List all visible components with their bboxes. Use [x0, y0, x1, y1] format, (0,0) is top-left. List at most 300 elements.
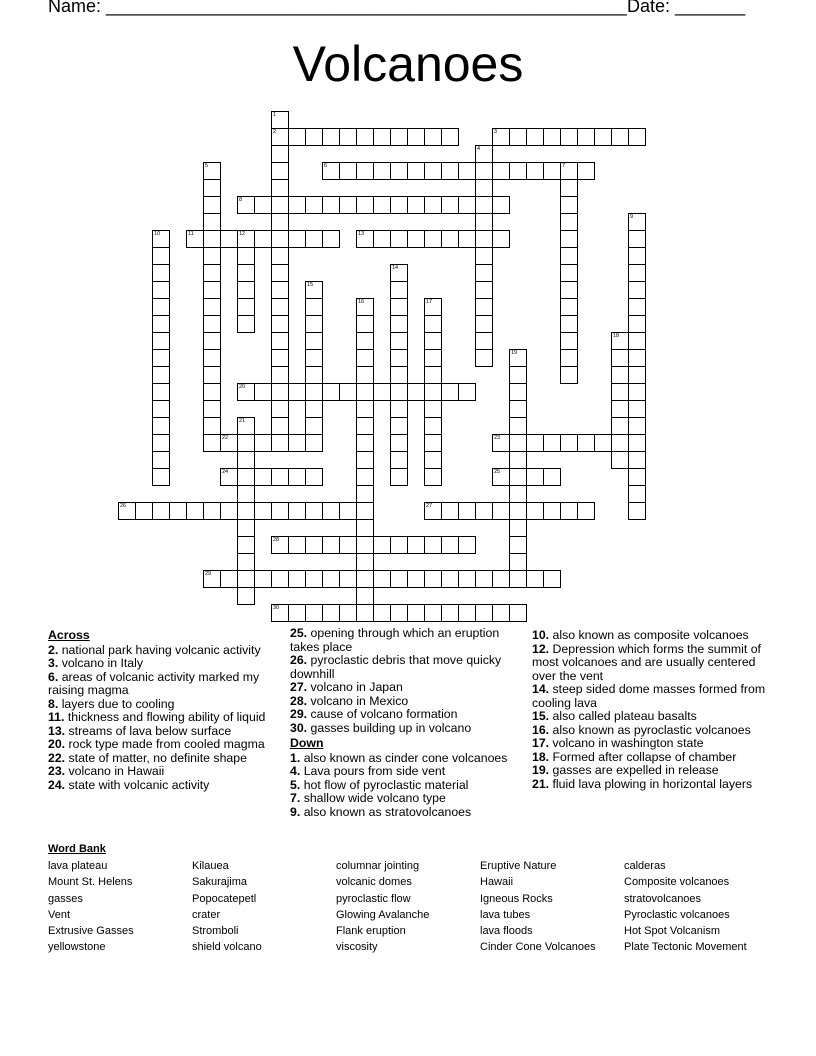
grid-cell[interactable]: [237, 281, 255, 299]
grid-cell[interactable]: [203, 230, 221, 248]
grid-cell[interactable]: [509, 485, 527, 503]
grid-cell[interactable]: [203, 400, 221, 418]
grid-cell[interactable]: [220, 570, 238, 588]
grid-cell[interactable]: [356, 519, 374, 537]
grid-cell[interactable]: [305, 383, 323, 401]
grid-cell[interactable]: [390, 298, 408, 316]
grid-cell[interactable]: [509, 400, 527, 418]
grid-cell[interactable]: [628, 332, 646, 350]
grid-cell[interactable]: [424, 383, 442, 401]
grid-cell[interactable]: [203, 298, 221, 316]
grid-cell[interactable]: [237, 315, 255, 333]
grid-cell[interactable]: [560, 179, 578, 197]
grid-cell[interactable]: [356, 332, 374, 350]
grid-cell[interactable]: [441, 570, 459, 588]
grid-cell[interactable]: [203, 179, 221, 197]
grid-cell[interactable]: [475, 230, 493, 248]
grid-cell[interactable]: [407, 570, 425, 588]
grid-cell[interactable]: [560, 315, 578, 333]
grid-cell[interactable]: [441, 383, 459, 401]
grid-cell[interactable]: [509, 451, 527, 469]
grid-cell[interactable]: [203, 434, 221, 452]
grid-cell[interactable]: [322, 570, 340, 588]
grid-cell[interactable]: [543, 128, 561, 146]
grid-cell[interactable]: [186, 502, 204, 520]
grid-cell[interactable]: [203, 315, 221, 333]
grid-cell[interactable]: [288, 502, 306, 520]
grid-cell[interactable]: [322, 162, 340, 180]
grid-cell[interactable]: [356, 451, 374, 469]
grid-cell[interactable]: [203, 383, 221, 401]
grid-cell[interactable]: [322, 128, 340, 146]
grid-cell[interactable]: [152, 247, 170, 265]
grid-cell[interactable]: [628, 417, 646, 435]
grid-cell[interactable]: [560, 128, 578, 146]
grid-cell[interactable]: [475, 213, 493, 231]
grid-cell[interactable]: [356, 349, 374, 367]
grid-cell[interactable]: [288, 536, 306, 554]
grid-cell[interactable]: [475, 196, 493, 214]
grid-cell[interactable]: [458, 162, 476, 180]
grid-cell[interactable]: [220, 230, 238, 248]
grid-cell[interactable]: [254, 502, 272, 520]
grid-cell[interactable]: [339, 128, 357, 146]
grid-cell[interactable]: [322, 604, 340, 622]
grid-cell[interactable]: [203, 162, 221, 180]
grid-cell[interactable]: [509, 519, 527, 537]
grid-cell[interactable]: [475, 162, 493, 180]
grid-cell[interactable]: [305, 315, 323, 333]
grid-cell[interactable]: [271, 247, 289, 265]
grid-cell[interactable]: [373, 383, 391, 401]
grid-cell[interactable]: [424, 451, 442, 469]
grid-cell[interactable]: [407, 128, 425, 146]
grid-cell[interactable]: [424, 400, 442, 418]
grid-cell[interactable]: [339, 536, 357, 554]
grid-cell[interactable]: [526, 468, 544, 486]
grid-cell[interactable]: [475, 349, 493, 367]
grid-cell[interactable]: [152, 298, 170, 316]
grid-cell[interactable]: [305, 332, 323, 350]
grid-cell[interactable]: [356, 485, 374, 503]
grid-cell[interactable]: [424, 570, 442, 588]
grid-cell[interactable]: [560, 281, 578, 299]
grid-cell[interactable]: [237, 264, 255, 282]
grid-cell[interactable]: [424, 315, 442, 333]
grid-cell[interactable]: [526, 128, 544, 146]
grid-cell[interactable]: [509, 366, 527, 384]
grid-cell[interactable]: [271, 162, 289, 180]
grid-cell[interactable]: [339, 383, 357, 401]
grid-cell[interactable]: [509, 349, 527, 367]
grid-cell[interactable]: [237, 570, 255, 588]
grid-cell[interactable]: [424, 128, 442, 146]
grid-cell[interactable]: [118, 502, 136, 520]
grid-cell[interactable]: [509, 570, 527, 588]
grid-cell[interactable]: [390, 128, 408, 146]
grid-cell[interactable]: [441, 196, 459, 214]
grid-cell[interactable]: [271, 196, 289, 214]
grid-cell[interactable]: [424, 196, 442, 214]
grid-cell[interactable]: [390, 536, 408, 554]
grid-cell[interactable]: [305, 366, 323, 384]
grid-cell[interactable]: [271, 400, 289, 418]
grid-cell[interactable]: [390, 570, 408, 588]
grid-cell[interactable]: [203, 417, 221, 435]
grid-cell[interactable]: [288, 570, 306, 588]
grid-cell[interactable]: [611, 128, 629, 146]
grid-cell[interactable]: [458, 230, 476, 248]
grid-cell[interactable]: [271, 434, 289, 452]
grid-cell[interactable]: [577, 434, 595, 452]
grid-cell[interactable]: [271, 383, 289, 401]
grid-cell[interactable]: [628, 247, 646, 265]
grid-cell[interactable]: [356, 128, 374, 146]
grid-cell[interactable]: [611, 400, 629, 418]
grid-cell[interactable]: [203, 570, 221, 588]
grid-cell[interactable]: [220, 434, 238, 452]
grid-cell[interactable]: [594, 434, 612, 452]
grid-cell[interactable]: [288, 196, 306, 214]
grid-cell[interactable]: [560, 434, 578, 452]
grid-cell[interactable]: [152, 502, 170, 520]
grid-cell[interactable]: [475, 264, 493, 282]
grid-cell[interactable]: [322, 230, 340, 248]
grid-cell[interactable]: [407, 604, 425, 622]
grid-cell[interactable]: [305, 298, 323, 316]
grid-cell[interactable]: [628, 400, 646, 418]
grid-cell[interactable]: [441, 604, 459, 622]
grid-cell[interactable]: [152, 366, 170, 384]
grid-cell[interactable]: [458, 502, 476, 520]
grid-cell[interactable]: [339, 162, 357, 180]
grid-cell[interactable]: [560, 349, 578, 367]
grid-cell[interactable]: [492, 128, 510, 146]
grid-cell[interactable]: [560, 502, 578, 520]
grid-cell[interactable]: [526, 570, 544, 588]
grid-cell[interactable]: [407, 162, 425, 180]
grid-cell[interactable]: [152, 230, 170, 248]
grid-cell[interactable]: [628, 128, 646, 146]
grid-cell[interactable]: [288, 383, 306, 401]
grid-cell[interactable]: [356, 587, 374, 605]
grid-cell[interactable]: [305, 536, 323, 554]
grid-cell[interactable]: [373, 128, 391, 146]
grid-cell[interactable]: [390, 162, 408, 180]
grid-cell[interactable]: [526, 162, 544, 180]
grid-cell[interactable]: [628, 281, 646, 299]
grid-cell[interactable]: [254, 196, 272, 214]
grid-cell[interactable]: [441, 502, 459, 520]
grid-cell[interactable]: [458, 196, 476, 214]
grid-cell[interactable]: [322, 536, 340, 554]
grid-cell[interactable]: [509, 604, 527, 622]
grid-cell[interactable]: [356, 383, 374, 401]
grid-cell[interactable]: [305, 434, 323, 452]
grid-cell[interactable]: [407, 230, 425, 248]
grid-cell[interactable]: [492, 162, 510, 180]
grid-cell[interactable]: [390, 434, 408, 452]
grid-cell[interactable]: [390, 315, 408, 333]
grid-cell[interactable]: [390, 281, 408, 299]
grid-cell[interactable]: [543, 570, 561, 588]
grid-cell[interactable]: [288, 434, 306, 452]
grid-cell[interactable]: [543, 434, 561, 452]
grid-cell[interactable]: [475, 281, 493, 299]
grid-cell[interactable]: [594, 128, 612, 146]
grid-cell[interactable]: [424, 417, 442, 435]
grid-cell[interactable]: [611, 349, 629, 367]
grid-cell[interactable]: [322, 502, 340, 520]
grid-cell[interactable]: [271, 281, 289, 299]
grid-cell[interactable]: [356, 434, 374, 452]
grid-cell[interactable]: [475, 247, 493, 265]
grid-cell[interactable]: [152, 400, 170, 418]
grid-cell[interactable]: [203, 264, 221, 282]
grid-cell[interactable]: [611, 451, 629, 469]
grid-cell[interactable]: [271, 230, 289, 248]
grid-cell[interactable]: [441, 162, 459, 180]
grid-cell[interactable]: [424, 230, 442, 248]
grid-cell[interactable]: [390, 417, 408, 435]
grid-cell[interactable]: [271, 315, 289, 333]
grid-cell[interactable]: [509, 502, 527, 520]
grid-cell[interactable]: [373, 604, 391, 622]
grid-cell[interactable]: [356, 315, 374, 333]
grid-cell[interactable]: [288, 128, 306, 146]
grid-cell[interactable]: [492, 502, 510, 520]
grid-cell[interactable]: [475, 298, 493, 316]
grid-cell[interactable]: [271, 366, 289, 384]
grid-cell[interactable]: [407, 196, 425, 214]
grid-cell[interactable]: [628, 451, 646, 469]
grid-cell[interactable]: [271, 468, 289, 486]
grid-cell[interactable]: [628, 315, 646, 333]
grid-cell[interactable]: [509, 434, 527, 452]
grid-cell[interactable]: [288, 230, 306, 248]
grid-cell[interactable]: [152, 349, 170, 367]
grid-cell[interactable]: [373, 196, 391, 214]
grid-cell[interactable]: [441, 230, 459, 248]
grid-cell[interactable]: [509, 536, 527, 554]
grid-cell[interactable]: [373, 536, 391, 554]
grid-cell[interactable]: [271, 604, 289, 622]
grid-cell[interactable]: [271, 264, 289, 282]
grid-cell[interactable]: [492, 434, 510, 452]
grid-cell[interactable]: [356, 553, 374, 571]
grid-cell[interactable]: [390, 383, 408, 401]
grid-cell[interactable]: [237, 383, 255, 401]
grid-cell[interactable]: [390, 349, 408, 367]
grid-cell[interactable]: [492, 468, 510, 486]
grid-cell[interactable]: [305, 604, 323, 622]
grid-cell[interactable]: [339, 502, 357, 520]
grid-cell[interactable]: [628, 366, 646, 384]
grid-cell[interactable]: [339, 604, 357, 622]
grid-cell[interactable]: [288, 468, 306, 486]
grid-cell[interactable]: [424, 468, 442, 486]
grid-cell[interactable]: [390, 196, 408, 214]
grid-cell[interactable]: [390, 604, 408, 622]
grid-cell[interactable]: [169, 502, 187, 520]
grid-cell[interactable]: [509, 417, 527, 435]
grid-cell[interactable]: [560, 332, 578, 350]
grid-cell[interactable]: [560, 264, 578, 282]
grid-cell[interactable]: [356, 468, 374, 486]
grid-cell[interactable]: [152, 383, 170, 401]
grid-cell[interactable]: [441, 536, 459, 554]
grid-cell[interactable]: [628, 383, 646, 401]
grid-cell[interactable]: [305, 570, 323, 588]
grid-cell[interactable]: [560, 213, 578, 231]
grid-cell[interactable]: [152, 281, 170, 299]
grid-cell[interactable]: [237, 519, 255, 537]
grid-cell[interactable]: [424, 502, 442, 520]
grid-cell[interactable]: [237, 298, 255, 316]
grid-cell[interactable]: [628, 349, 646, 367]
grid-cell[interactable]: [492, 230, 510, 248]
grid-cell[interactable]: [305, 502, 323, 520]
grid-cell[interactable]: [390, 468, 408, 486]
grid-cell[interactable]: [628, 213, 646, 231]
grid-cell[interactable]: [458, 604, 476, 622]
grid-cell[interactable]: [611, 417, 629, 435]
grid-cell[interactable]: [475, 315, 493, 333]
grid-cell[interactable]: [577, 502, 595, 520]
grid-cell[interactable]: [577, 162, 595, 180]
grid-cell[interactable]: [356, 366, 374, 384]
grid-cell[interactable]: [509, 553, 527, 571]
grid-cell[interactable]: [339, 196, 357, 214]
grid-cell[interactable]: [186, 230, 204, 248]
grid-cell[interactable]: [152, 434, 170, 452]
grid-cell[interactable]: [526, 502, 544, 520]
grid-cell[interactable]: [475, 502, 493, 520]
grid-cell[interactable]: [271, 213, 289, 231]
grid-cell[interactable]: [424, 434, 442, 452]
grid-cell[interactable]: [203, 349, 221, 367]
grid-cell[interactable]: [237, 434, 255, 452]
grid-cell[interactable]: [152, 315, 170, 333]
grid-cell[interactable]: [475, 179, 493, 197]
grid-cell[interactable]: [356, 230, 374, 248]
grid-cell[interactable]: [475, 570, 493, 588]
grid-cell[interactable]: [441, 128, 459, 146]
grid-cell[interactable]: [475, 332, 493, 350]
grid-cell[interactable]: [373, 230, 391, 248]
grid-cell[interactable]: [356, 570, 374, 588]
grid-cell[interactable]: [509, 128, 527, 146]
grid-cell[interactable]: [254, 383, 272, 401]
grid-cell[interactable]: [424, 332, 442, 350]
grid-cell[interactable]: [203, 247, 221, 265]
grid-cell[interactable]: [237, 417, 255, 435]
grid-cell[interactable]: [373, 570, 391, 588]
grid-cell[interactable]: [390, 451, 408, 469]
grid-cell[interactable]: [237, 451, 255, 469]
grid-cell[interactable]: [628, 468, 646, 486]
grid-cell[interactable]: [237, 230, 255, 248]
grid-cell[interactable]: [628, 434, 646, 452]
grid-cell[interactable]: [322, 383, 340, 401]
grid-cell[interactable]: [475, 604, 493, 622]
grid-cell[interactable]: [560, 298, 578, 316]
grid-cell[interactable]: [254, 570, 272, 588]
grid-cell[interactable]: [611, 366, 629, 384]
grid-cell[interactable]: [407, 383, 425, 401]
grid-cell[interactable]: [271, 570, 289, 588]
grid-cell[interactable]: [305, 417, 323, 435]
grid-cell[interactable]: [356, 502, 374, 520]
grid-cell[interactable]: [390, 264, 408, 282]
grid-cell[interactable]: [356, 604, 374, 622]
grid-cell[interactable]: [560, 162, 578, 180]
grid-cell[interactable]: [305, 468, 323, 486]
grid-cell[interactable]: [339, 570, 357, 588]
grid-cell[interactable]: [220, 468, 238, 486]
grid-cell[interactable]: [356, 298, 374, 316]
grid-cell[interactable]: [611, 434, 629, 452]
grid-cell[interactable]: [271, 502, 289, 520]
grid-cell[interactable]: [203, 213, 221, 231]
grid-cell[interactable]: [458, 383, 476, 401]
grid-cell[interactable]: [424, 366, 442, 384]
grid-cell[interactable]: [271, 298, 289, 316]
grid-cell[interactable]: [509, 468, 527, 486]
grid-cell[interactable]: [356, 400, 374, 418]
grid-cell[interactable]: [152, 332, 170, 350]
grid-cell[interactable]: [220, 502, 238, 520]
grid-cell[interactable]: [254, 230, 272, 248]
grid-cell[interactable]: [322, 196, 340, 214]
grid-cell[interactable]: [458, 570, 476, 588]
grid-cell[interactable]: [271, 179, 289, 197]
grid-cell[interactable]: [203, 281, 221, 299]
grid-cell[interactable]: [203, 502, 221, 520]
grid-cell[interactable]: [390, 400, 408, 418]
grid-cell[interactable]: [152, 264, 170, 282]
grid-cell[interactable]: [611, 332, 629, 350]
grid-cell[interactable]: [424, 162, 442, 180]
grid-cell[interactable]: [611, 383, 629, 401]
grid-cell[interactable]: [628, 230, 646, 248]
grid-cell[interactable]: [492, 570, 510, 588]
grid-cell[interactable]: [203, 196, 221, 214]
grid-cell[interactable]: [237, 247, 255, 265]
grid-cell[interactable]: [305, 349, 323, 367]
grid-cell[interactable]: [271, 349, 289, 367]
grid-cell[interactable]: [543, 162, 561, 180]
grid-cell[interactable]: [424, 536, 442, 554]
grid-cell[interactable]: [152, 468, 170, 486]
grid-cell[interactable]: [237, 468, 255, 486]
grid-cell[interactable]: [152, 451, 170, 469]
grid-cell[interactable]: [356, 196, 374, 214]
grid-cell[interactable]: [424, 349, 442, 367]
grid-cell[interactable]: [424, 298, 442, 316]
grid-cell[interactable]: [305, 400, 323, 418]
grid-cell[interactable]: [271, 111, 289, 129]
grid-cell[interactable]: [628, 485, 646, 503]
grid-cell[interactable]: [271, 417, 289, 435]
grid-cell[interactable]: [305, 128, 323, 146]
grid-cell[interactable]: [458, 536, 476, 554]
grid-cell[interactable]: [152, 417, 170, 435]
grid-cell[interactable]: [271, 128, 289, 146]
grid-cell[interactable]: [560, 247, 578, 265]
grid-cell[interactable]: [237, 587, 255, 605]
grid-cell[interactable]: [356, 417, 374, 435]
